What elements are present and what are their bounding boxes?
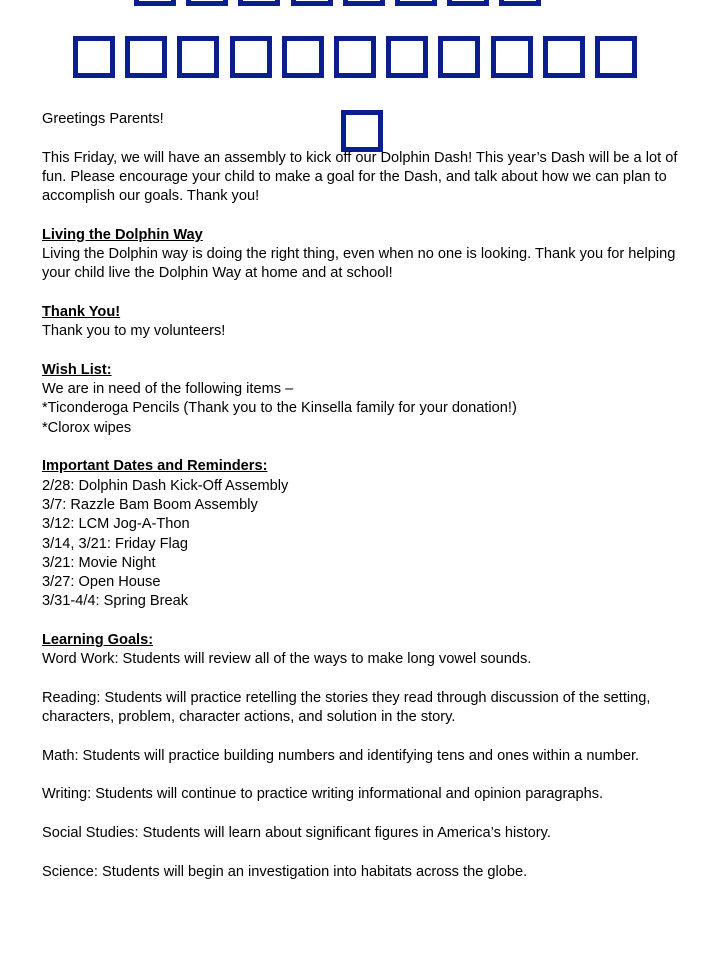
thank-you-heading: Thank You! (42, 303, 121, 320)
title-glyph (343, 0, 385, 6)
newsletter-title (0, 0, 720, 110)
title-glyph (73, 36, 115, 78)
title-glyph (334, 36, 376, 78)
wish-list-heading: Wish List: (42, 361, 112, 378)
goal-science: Science: Students will begin an investigation into habitats across the globe. (42, 863, 528, 880)
dolphin-way-text: Living the Dolphin way is doing the right thing, even when no one is looking. Thank you for helping your child live the Dolphin Way at home and at school! (42, 246, 676, 282)
title-glyph (238, 0, 280, 6)
title-glyph (543, 36, 585, 78)
title-glyph (595, 36, 637, 78)
newsletter-body (42, 110, 692, 882)
title-glyph (125, 36, 167, 78)
date-item: 2/28: Dolphin Dash Kick-Off Assembly (42, 477, 289, 494)
wish-list-line: *Clorox wipes (42, 419, 132, 436)
date-item: 3/21: Movie Night (42, 554, 156, 571)
title-glyph (438, 36, 480, 78)
intro-paragraph: This Friday, we will have an assembly to kick off our Dolphin Dash! This year’s Dash will be a lot of fun. Please encourage your child to make a goal for the Dash, and talk about how we can plan to accomplish our goals. Thank you! (42, 149, 678, 205)
goal-social-studies: Social Studies: Students will learn about significant figures in America’s history. (42, 824, 551, 841)
date-item: 3/12: LCM Jog-A-Thon (42, 516, 190, 533)
dates-heading: Important Dates and Reminders: (42, 458, 268, 475)
date-item: 3/27: Open House (42, 574, 161, 591)
title-glyph (134, 0, 176, 6)
greeting: Greetings Parents! (42, 111, 164, 127)
title-glyph (447, 0, 489, 6)
goal-word-work: Word Work: Students will review all of the ways to make long vowel sounds. (42, 651, 532, 668)
title-glyph (386, 36, 428, 78)
wish-list-line: We are in need of the following items – (42, 381, 294, 398)
title-glyph (282, 36, 324, 78)
thank-you-text: Thank you to my volunteers! (42, 323, 226, 340)
title-glyph (230, 36, 272, 78)
title-glyph (395, 0, 437, 6)
date-item: 3/14, 3/21: Friday Flag (42, 535, 189, 552)
title-glyph (499, 0, 541, 6)
goal-writing: Writing: Students will continue to practice writing informational and opinion paragraphs. (42, 786, 604, 803)
wish-list-line: *Ticonderoga Pencils (Thank you to the Kinsella family for your donation!) (42, 400, 517, 417)
title-glyph (186, 0, 228, 6)
title-glyph (291, 0, 333, 6)
date-item: 3/7: Razzle Bam Boom Assembly (42, 496, 258, 513)
goal-math: Math: Students will practice building numbers and identifying tens and ones within a number. (42, 747, 640, 764)
goal-reading: Reading: Students will practice retelling the stories they read through discussion of the setting, characters, problem, character actions, and solution in the story. (42, 689, 651, 726)
title-glyph (491, 36, 533, 78)
title-glyph (177, 36, 219, 78)
title-glyph-row-2 (73, 36, 647, 78)
learning-goals-heading: Learning Goals: (42, 632, 154, 649)
date-item: 3/31-4/4: Spring Break (42, 593, 189, 610)
dolphin-way-heading: Living the Dolphin Way (42, 226, 203, 243)
title-glyph-row-1 (134, 0, 552, 6)
